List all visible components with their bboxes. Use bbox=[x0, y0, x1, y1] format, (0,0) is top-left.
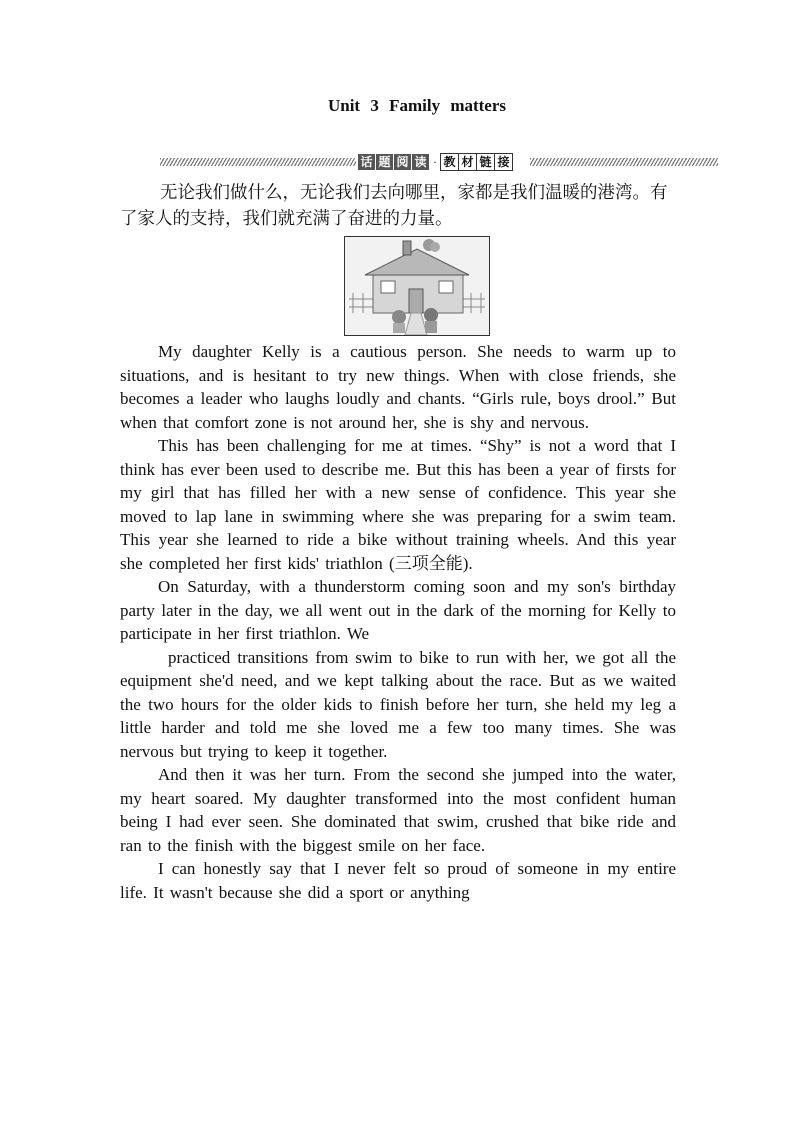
tag-char: 读 bbox=[412, 154, 429, 170]
tag-char: 链 bbox=[476, 153, 495, 171]
intro-paragraph: 无论我们做什么，无论我们去向哪里，家都是我们温暖的港湾。有了家人的支持，我们就充满了奋进的力量。 bbox=[120, 183, 668, 229]
passage-paragraph: And then it was her turn. From the second she jumped into the water, my heart soared. My daughter transformed into the most confident human being I had ever seen. She dominated that swim, crushed that bike ride and ran to the finish with the biggest smile on her face. bbox=[120, 765, 676, 855]
tag-char: 教 bbox=[440, 153, 459, 171]
tag-topic-reading bbox=[358, 154, 430, 170]
tag-separator: · bbox=[433, 154, 437, 169]
passage-paragraph: My daughter Kelly is a cautious person. She needs to warm up to situations, and is hesitant to try new things. When with close friends, she becomes a leader who laughs loudly and chants. “Girls rule, boys drool.” But when that comfort zone is not around her, she is shy and nervous. bbox=[120, 342, 676, 432]
passage-paragraph: I can honestly say that I never felt so proud of someone in my entire life. It wasn't because she did a sport or anything bbox=[120, 859, 676, 902]
unit-title: Unit 3 Family matters bbox=[327, 96, 507, 115]
house-illustration bbox=[344, 236, 490, 336]
section-banner bbox=[160, 152, 718, 172]
tag-textbook-link bbox=[440, 153, 512, 171]
banner-tags bbox=[358, 152, 512, 172]
english-passage bbox=[120, 340, 676, 904]
passage-paragraph: practiced transitions from swim to bike to run with her, we got all the equipment she'd need, and we kept talking about the race. But as we waited the two hours for the older kids to finish before her turn, she held my leg a little harder and told me she loved me a few too many times. She was nervous but trying to keep it together. bbox=[120, 647, 676, 761]
banner-stripe-right bbox=[530, 158, 718, 166]
tag-char: 接 bbox=[494, 153, 513, 171]
tag-char: 材 bbox=[458, 153, 477, 171]
house-with-children-illustration-icon bbox=[345, 237, 489, 335]
passage-paragraph: This has been challenging for me at times. “Shy” is not a word that I think has ever been used to describe me. But this has been a year of firsts for my girl that has filled her with a new sense of confidence. This year she moved to lap lane in swimming where she was preparing for a swim team. This year she learned to ride a bike without training wheels. And this year she completed her first kids' triathlon (三项全能). bbox=[120, 436, 676, 573]
passage-paragraph: On Saturday, with a thunderstorm coming soon and my son's birthday party later in the day, we all went out in the dark of the morning for Kelly to participate in her first triathlon. We bbox=[120, 577, 676, 643]
tag-char: 话 bbox=[358, 154, 375, 170]
tag-char: 阅 bbox=[394, 154, 411, 170]
tag-char: 题 bbox=[376, 154, 393, 170]
banner-stripe-left bbox=[160, 158, 356, 166]
chinese-intro bbox=[120, 180, 676, 232]
